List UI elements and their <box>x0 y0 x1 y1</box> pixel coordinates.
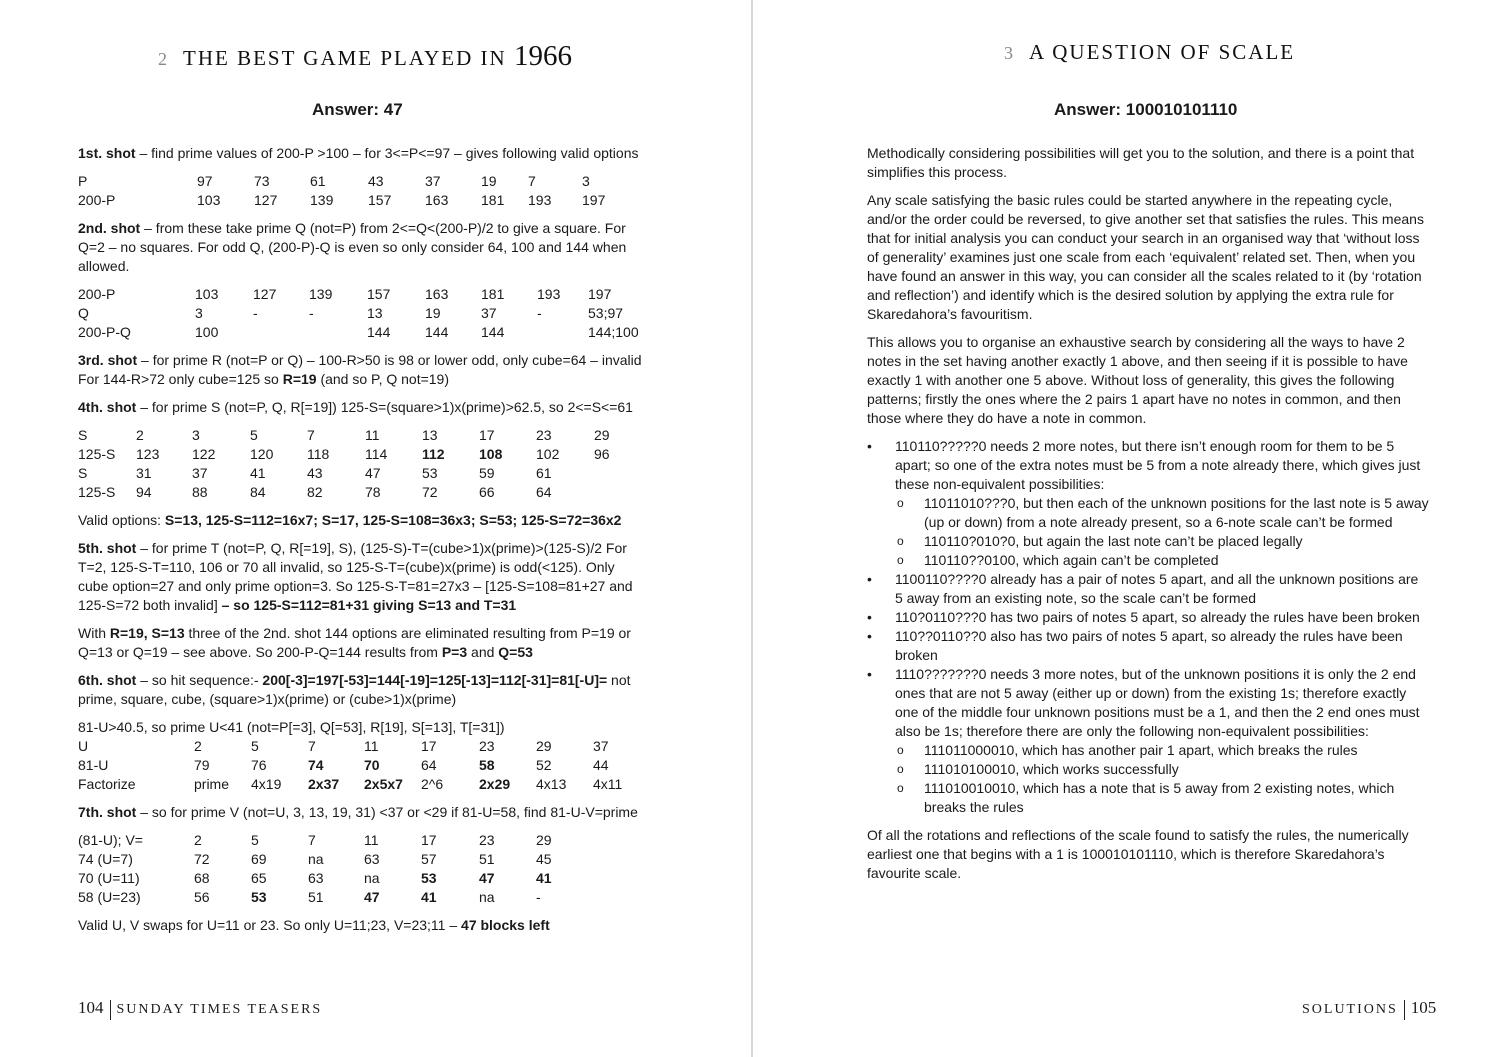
table-cell: 43 <box>307 465 323 481</box>
shot-text: – so for prime V (not=U, 3, 13, 19, 31) <37 or <29 if 81-U=58, find 81-U-V=prime <box>136 804 638 820</box>
table-cell: 61 <box>536 465 552 481</box>
footer-divider <box>1404 1000 1405 1020</box>
table-cell: 103 <box>195 286 219 302</box>
table-cell: 23 <box>479 832 495 848</box>
shot5-paragraph <box>78 539 646 615</box>
shot-label: 4th. shot <box>78 399 137 415</box>
chapter-heading-left <box>158 40 572 73</box>
table-cell: 72 <box>194 851 210 867</box>
table-cell: 197 <box>582 192 606 208</box>
table-cell: 157 <box>368 192 392 208</box>
table-cell: 84 <box>250 484 266 500</box>
table-cell: na <box>479 889 495 905</box>
table-cell: S <box>78 465 88 481</box>
table-cell: - <box>537 305 542 321</box>
table-cell: 44 <box>593 757 609 773</box>
highlight-text: P=3 <box>441 644 468 660</box>
table-cell: 5 <box>251 832 259 848</box>
table-cell: 114 <box>365 446 388 462</box>
list-item: o 110110‌10???0, but then each of the unknown positions for the last note is 5 away (up or down) from a note already present, so a 6-note scale can’t be formed <box>895 494 1429 532</box>
table-cell: 11 <box>364 832 379 848</box>
table-cell: 2x29 <box>479 776 511 792</box>
table-cell: Factorize <box>78 776 136 792</box>
table-cell: 53 <box>422 465 438 481</box>
table-cell <box>309 323 367 342</box>
table-cell: U <box>78 738 89 754</box>
table-cell: 70 <box>364 757 380 773</box>
shot-label: 7th. shot <box>78 804 137 820</box>
hit-sequence: 200[-3]=197[-53]=144[-19]=125[-13]=112[-31]=81[-U]= <box>262 672 608 688</box>
footer-divider <box>110 1000 111 1020</box>
table-cell: 112 <box>422 446 445 462</box>
shot-text: – for prime R (not=P or Q) – 100-R>50 is 98 or lower odd, only cube=64 – invalid <box>137 352 642 368</box>
table-cell: 37 <box>192 465 208 481</box>
table-cell: 88 <box>192 484 208 500</box>
shot-text: – so hit sequence:- <box>136 672 263 688</box>
table-cell: 2^6 <box>421 776 444 792</box>
paragraph: This allows you to organise an exhaustive search by considering all the ways to have 2 notes in the set having another exactly 1 above, and then seeing if it is possible to have exactly 1 with another one 5 above. Without loss of generality, this gives the following patterns; firstly the ones where the 2 pairs 1 apart have no notes in common, and then those where they do have a note in common. <box>867 334 1408 426</box>
table-cell: 163 <box>425 286 449 302</box>
table-cell: 53 <box>251 889 267 905</box>
table-cell: 193 <box>537 286 561 302</box>
table-cell: 97 <box>197 173 213 189</box>
table-cell: 100 <box>195 324 219 340</box>
table-row <box>78 869 552 888</box>
table-cell: 79 <box>194 757 210 773</box>
table-cell: 13 <box>367 305 383 321</box>
highlight-text: Q=53 <box>498 644 533 660</box>
table-cell: 2 <box>194 832 202 848</box>
table-cell: 11 <box>364 738 379 754</box>
table-cell: 43 <box>368 173 384 189</box>
table-cell: 4x19 <box>251 776 282 792</box>
shot-label: 6th. shot <box>78 672 137 688</box>
table-cell: 139 <box>310 192 334 208</box>
table-cell: - <box>309 305 314 321</box>
table-cell: 122 <box>192 446 216 462</box>
table-cell: 13 <box>422 427 438 443</box>
u-intro: 81-U>40.5, so prime U<41 (not=P[=3], Q[=53], R[19], S[=13], T[=31]) <box>78 719 505 735</box>
list-item: o 110110?010?0, but again the last note can’t be placed legally <box>895 532 1429 551</box>
table-cell: 181 <box>481 192 505 208</box>
table-cell: 23 <box>479 738 495 754</box>
table-cell: 29 <box>536 832 552 848</box>
table-cell: 157 <box>367 286 391 302</box>
table-cell: 2x5x7 <box>364 776 403 792</box>
table-cell: 64 <box>536 484 552 500</box>
table-cell: 139 <box>309 286 333 302</box>
shot4-paragraph <box>78 398 646 417</box>
list-item: o 111010100010, which works successfully <box>895 760 1429 779</box>
right-page <box>754 0 1500 1057</box>
table-cell: 65 <box>251 870 267 886</box>
sub-list <box>895 494 1429 570</box>
page-number: 105 <box>1410 998 1437 1017</box>
shot2-paragraph <box>78 219 646 276</box>
table-cell: 74 (U=7) <box>78 851 133 867</box>
table-row <box>78 323 639 342</box>
table-cell: 58 <box>479 757 495 773</box>
table-cell: 200-P-Q <box>78 324 131 340</box>
table-cell: 7 <box>307 427 315 443</box>
table-cell: 51 <box>308 889 324 905</box>
table-row <box>78 304 639 323</box>
table-cell: P <box>78 173 88 189</box>
chapter-heading-right <box>1004 40 1295 65</box>
valid-options <box>78 511 646 530</box>
table-row <box>78 888 552 907</box>
highlight-text: 47 blocks left <box>461 917 550 933</box>
shot-text: Valid U, V swaps for U=11 or 23. So only U=11;23, V=23;11 – <box>78 917 462 933</box>
table-cell: 102 <box>536 446 560 462</box>
table-row <box>78 850 552 869</box>
chapter-title: THE BEST GAME PLAYED IN <box>183 46 507 70</box>
table-cell: 96 <box>594 446 610 462</box>
table-cell: 37 <box>481 305 497 321</box>
answer-heading: Answer: 47 <box>312 100 403 119</box>
table-cell <box>253 323 309 342</box>
shot-text: Valid options: <box>78 512 165 528</box>
shot-text: – for prime T (not=P, Q, R[=19], S), (125-S)-T=(cube>1)x(prime)>(125-S)/2 For T=2, 125-S-T=110, 106 or 70 all invalid, so 125-S-T=(cube)x(prime) is odd(<125). Only cube option=27 and only prime option=3. So 125-S-T=81=27x3 – [125-S=108=81+27 and 125-S=72 both invalid] <box>78 540 633 613</box>
table-row <box>78 737 622 756</box>
table-cell: 23 <box>536 427 552 443</box>
table-cell: 57 <box>421 851 437 867</box>
table-cell: 118 <box>307 446 330 462</box>
table-cell: 3 <box>195 305 203 321</box>
table-cell: 5 <box>251 738 259 754</box>
table-cell: 70 (U=11) <box>78 870 140 886</box>
table-cell: 69 <box>251 851 267 867</box>
table-cell: - <box>536 889 541 905</box>
table-row <box>78 775 622 794</box>
table-cell: 163 <box>425 192 449 208</box>
table-cell: 47 <box>479 870 495 886</box>
shot-label: 2nd. shot <box>78 220 141 236</box>
list-item-text: 110110?????0 needs 2 more notes, but there isn’t enough room for them to be 5 apart; so one of the extra notes must be 5 from a note already there, which gives just these non-equivalent possibilities: <box>895 438 1421 492</box>
paragraph: Any scale satisfying the basic rules could be started anywhere in the repeating cycle, and/or the order could be reversed, to give another set that satisfies the rules. This means that for initial analysis you can conduct your search in an organised way that ‘without loss of generality’ examines just one scale from each ‘equivalent’ related set. Then, when you have found an answer in this way, you can consider all the scales related to it (by ‘rotation and reflection’) and identify which is the desired solution by applying the extra rule for Skaredahora’s favouritism. <box>867 192 1424 322</box>
table-cell: 144 <box>367 324 391 340</box>
table-cell: 3 <box>582 173 590 189</box>
list-item: • 110??0110??0 also has two pairs of notes 5 apart, so already the rules have been broken <box>867 627 1429 665</box>
chapter-number: 3 <box>1004 43 1015 63</box>
table-cell: 125-S <box>78 484 116 500</box>
table-cell: 125-S <box>78 446 116 462</box>
table-cell: 94 <box>136 484 152 500</box>
table-cell: 4x13 <box>536 776 567 792</box>
table-cell: 41 <box>421 889 437 905</box>
table-cell: 11 <box>365 427 380 443</box>
shot-text: three of the 2nd. shot 144 options are eliminated resulting from P=19 or Q=13 or Q=19 – see above. So 200-P-Q=144 results from <box>78 625 631 660</box>
shot-text: (and so P, Q not=19) <box>316 371 450 387</box>
shot-text: – for prime S (not=P, Q, R[=19]) 125-S=(square>1)x(prime)>62.5, so 2<=S<=61 <box>136 399 633 415</box>
table-cell: Q <box>78 305 89 321</box>
shot1-paragraph <box>78 144 646 163</box>
table-cell: 29 <box>594 427 610 443</box>
list-item: • 110?0110???0 has two pairs of notes 5 apart, so already the rules have been broken <box>867 608 1429 627</box>
table-cell: 103 <box>197 192 221 208</box>
shot7-paragraph <box>78 803 646 822</box>
highlight-text: – so 125-S=112=81+31 giving S=13 and T=31 <box>217 597 517 613</box>
table-cell: 19 <box>425 305 441 321</box>
table-row <box>78 426 610 445</box>
list-item <box>867 437 1429 570</box>
running-footer: SOLUTIONS <box>1302 1002 1398 1017</box>
shot-label: 1st. shot <box>78 145 136 161</box>
table-cell: 31 <box>136 465 152 481</box>
table-shot7 <box>78 831 552 907</box>
highlight-text: R=19 <box>282 371 317 387</box>
table-cell: 181 <box>481 286 505 302</box>
table-cell: 2 <box>136 427 144 443</box>
table-cell: 7 <box>308 738 316 754</box>
highlight-text: R=19, S=13 <box>109 625 185 641</box>
table-cell: 74 <box>308 757 324 773</box>
table-cell: 144 <box>481 324 505 340</box>
table-cell: 197 <box>588 286 612 302</box>
table-cell: 61 <box>310 173 326 189</box>
table-shot2 <box>78 285 639 342</box>
chapter-number: 2 <box>158 49 169 69</box>
table-row <box>78 285 639 304</box>
table-cell: 200-P <box>78 286 116 302</box>
footer-left <box>78 998 322 1020</box>
answer-heading: Answer: 100010101110 <box>1054 100 1238 119</box>
table-cell: na <box>364 870 380 886</box>
table-cell: 52 <box>536 757 552 773</box>
table-cell <box>594 483 610 502</box>
table-cell: 7 <box>308 832 316 848</box>
shot-text: For 144-R>72 only cube=125 so <box>78 371 283 387</box>
table-cell: 73 <box>254 173 270 189</box>
table-cell: 127 <box>254 192 278 208</box>
paragraph: Methodically considering possibilities will get you to the solution, and there is a point that simplifies this process. <box>867 145 1415 180</box>
shot6-paragraph <box>78 671 646 709</box>
table-shot1 <box>78 172 605 210</box>
paragraph: Of all the rotations and reflections of the scale found to satisfy the rules, the numerically earliest one that begins with a 1 is 100010101110, which is therefore Skaredahora’s favourite scale. <box>867 827 1409 881</box>
table-cell: - <box>253 305 258 321</box>
table-cell: 3 <box>192 427 200 443</box>
table-shot6 <box>78 737 622 794</box>
table-cell: 7 <box>528 173 536 189</box>
shot-text: – find prime values of 200-P >100 – for 3<=P<=97 – gives following valid options <box>135 145 639 161</box>
table-cell: 127 <box>253 286 277 302</box>
table-cell: 144;100 <box>588 324 639 340</box>
table-cell: 78 <box>365 484 381 500</box>
table-cell <box>594 464 610 483</box>
table-cell: 193 <box>528 192 552 208</box>
left-body <box>78 144 646 944</box>
table-cell: 58 (U=23) <box>78 889 141 905</box>
table-cell: 53 <box>421 870 437 886</box>
table-cell: 200-P <box>78 192 116 208</box>
table-cell: 37 <box>593 738 609 754</box>
table-cell: 19 <box>481 173 497 189</box>
table-row <box>78 172 605 191</box>
table-row <box>78 756 622 775</box>
table-cell: 144 <box>425 324 449 340</box>
table-row <box>78 191 605 210</box>
table-cell: 59 <box>479 465 495 481</box>
table-cell: 17 <box>421 832 437 848</box>
table-cell: 45 <box>536 851 552 867</box>
table-cell: prime <box>194 776 230 792</box>
pattern-list <box>867 437 1429 817</box>
table-cell: na <box>308 851 324 867</box>
list-item: o 111010010010, which has a note that is 5 away from 2 existing notes, which breaks the rules <box>895 779 1429 817</box>
table-row <box>78 445 610 464</box>
table-cell: 2x37 <box>308 776 340 792</box>
table-cell: 5 <box>250 427 258 443</box>
shot3-paragraph <box>78 351 646 389</box>
right-body <box>867 144 1429 892</box>
page-number: 104 <box>78 998 104 1017</box>
list-item-text: 1110???????0 needs 3 more notes, but of the unknown positions it is only the 2 end ones that are not 5 away (either up or down) from the existing 1s; therefore exactly one of the middle four unknown positions must be a 1, and then the 2 end ones must also be 1s; therefore there are only the following non-equivalent possibilities: <box>895 666 1420 739</box>
table-cell: (81-U); V= <box>78 832 143 848</box>
shot-text: – from these take prime Q (not=P) from 2<=Q<(200-P)/2 to give a square. For Q=2 – no squares. For odd Q, (200-P)-Q is even so only consider 64, 100 and 144 when allowed. <box>78 220 627 274</box>
table-cell: 56 <box>194 889 210 905</box>
running-footer: SUNDAY TIMES TEASERS <box>116 1002 323 1017</box>
table-row <box>78 831 552 850</box>
table-cell: 123 <box>136 446 160 462</box>
footer-right <box>1302 998 1436 1020</box>
table-cell: 68 <box>194 870 210 886</box>
table-cell <box>537 323 588 342</box>
table-cell: 37 <box>425 173 441 189</box>
shot-text: With <box>78 625 110 641</box>
table-cell: 81-U <box>78 757 109 773</box>
list-item: o 110110??0100, which again can’t be completed <box>895 551 1429 570</box>
table-cell: 76 <box>251 757 267 773</box>
table-cell: 66 <box>479 484 495 500</box>
list-item: o 111011000010, which has another pair 1 apart, which breaks the rules <box>895 741 1429 760</box>
table-cell: S <box>78 427 88 443</box>
table-row <box>78 483 610 502</box>
table-cell: 63 <box>364 851 380 867</box>
table-row <box>78 464 610 483</box>
final-paragraph <box>78 916 646 935</box>
shot-label: 5th. shot <box>78 540 137 556</box>
elimination-paragraph <box>78 624 646 662</box>
chapter-year: 1966 <box>513 40 572 72</box>
highlight-text: S=13, 125-S=112=16x7; S=17, 125-S=108=36x3; S=53; 125-S=72=36x2 <box>164 512 622 528</box>
table-cell: 4x11 <box>593 776 623 792</box>
table-cell: 72 <box>422 484 438 500</box>
shot-text: not prime, square, cube, (square>1)x(prime) or (cube>1)x(prime) <box>78 672 631 707</box>
table-cell: 63 <box>308 870 324 886</box>
list-item: • 1100110????0 already has a pair of notes 5 apart, and all the unknown positions are 5 away from an existing note, so the scale can’t be formed <box>867 570 1429 608</box>
table-cell: 41 <box>536 870 552 886</box>
table-shot4 <box>78 426 610 502</box>
table-cell: 120 <box>250 446 274 462</box>
table-cell: 41 <box>250 465 266 481</box>
table-cell: 47 <box>365 465 381 481</box>
list-item <box>867 665 1429 817</box>
sub-list <box>895 741 1429 817</box>
chapter-title: A QUESTION OF SCALE <box>1029 40 1296 64</box>
table-cell: 17 <box>479 427 495 443</box>
shot-text: and <box>467 644 499 660</box>
table-cell: 51 <box>479 851 495 867</box>
table-cell: 53;97 <box>588 305 624 321</box>
table-cell: 82 <box>307 484 323 500</box>
table-cell: 47 <box>364 889 380 905</box>
table-cell: 17 <box>421 738 437 754</box>
table-cell: 108 <box>479 446 503 462</box>
table-cell: 2 <box>194 738 202 754</box>
table-cell: 64 <box>421 757 437 773</box>
table-cell: 29 <box>536 738 552 754</box>
shot-label: 3rd. shot <box>78 352 138 368</box>
